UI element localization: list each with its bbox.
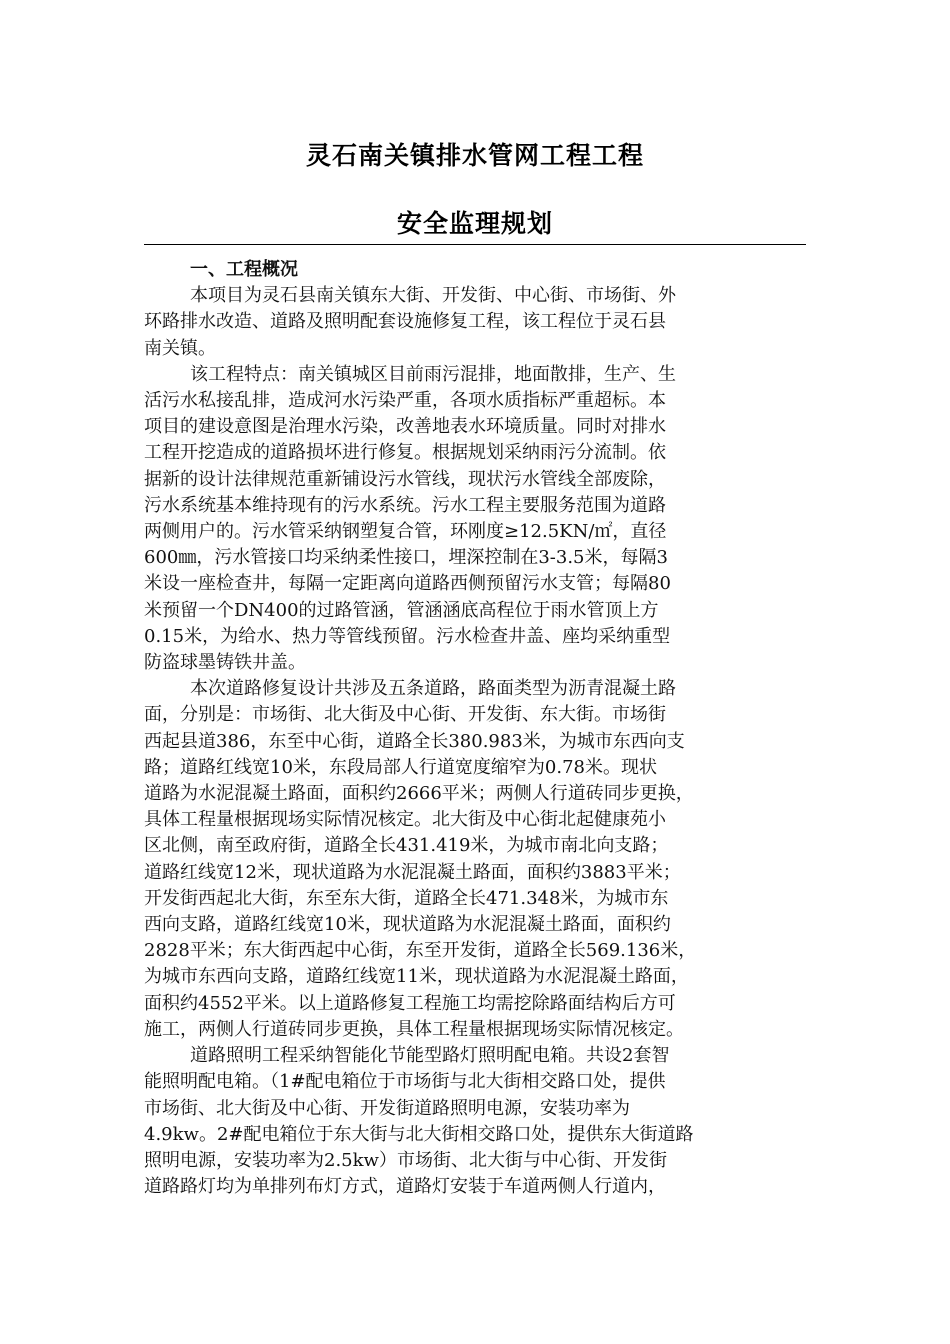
text-line: 米设一座检查井，每隔一定距离向道路西侧预留污水支管；每隔80 <box>144 573 671 595</box>
text-line: 污水系统基本维持现有的污水系统。污水工程主要服务范围为道路 <box>144 494 666 516</box>
text-line: 2828平米；东大街西起中心街，东至开发街，道路全长569.136米， <box>144 940 697 962</box>
text-line: 项目的建设意图是治理水污染，改善地表水环境质量。同时对排水 <box>144 416 666 438</box>
text-line: 活污水私接乱排，造成河水污染严重，各项水质指标严重超标。本 <box>144 390 666 412</box>
paragraph-road-repair <box>144 676 808 1043</box>
text-line: 具体工程量根据现场实际情况核定。北大街及中心街北起健康苑小 <box>144 809 666 831</box>
text-line: 道路路灯均为单排列布灯方式，道路灯安装于车道两侧人行道内， <box>144 1176 666 1198</box>
text-line: 环路排水改造、道路及照明配套设施修复工程，该工程位于灵石县 <box>144 311 666 333</box>
text-line: 防盗球墨铸铁井盖。 <box>144 652 306 674</box>
section-heading: 一、工程概况 <box>190 259 298 280</box>
text-line: 西向支路，道路红线宽10米，现状道路为水泥混凝土路面，面积约 <box>144 914 671 936</box>
text-line: 0.15米，为给水、热力等管线预留。污水检查井盖、座均采纳重型 <box>144 625 671 647</box>
text-line: 该工程特点：南关镇城区目前雨污混排，地面散排，生产、生 <box>190 363 676 385</box>
paragraph-project-features <box>144 362 808 676</box>
text-line: 开发街西起北大街，东至东大街，道路全长471.348米，为城市东 <box>144 887 669 909</box>
text-line: 照明电源，安装功率为2.5kw）市场街、北大街与中心街、开发街 <box>144 1149 667 1171</box>
paragraph-lighting <box>144 1043 808 1200</box>
text-line: 西起县道386，东至中心街，道路全长380.983米，为城市东西向支 <box>144 730 685 752</box>
text-line: 区北侧，南至政府街，道路全长431.419米，为城市南北向支路； <box>144 835 669 857</box>
document-body <box>144 257 808 1200</box>
document-title: 灵石南关镇排水管网工程工程 <box>305 141 644 170</box>
text-line: 面，分别是：市场街、北大街及中心街、开发街、东大街。市场街 <box>144 704 666 726</box>
text-line: 面积约4552平米。以上道路修复工程施工均需挖除路面结构后方可 <box>144 992 676 1014</box>
text-line: 两侧用户的。污水管采纳钢塑复合管，环刚度≥12.5KN/㎡，直径 <box>144 521 667 543</box>
text-line: 市场街、北大街及中心街、开发街道路照明电源，安装功率为 <box>144 1097 630 1119</box>
text-line: 道路照明工程采纳智能化节能型路灯照明配电箱。共设2套智 <box>190 1045 670 1067</box>
text-line: 施工，两侧人行道砖同步更换，具体工程量根据现场实际情况核定。 <box>144 1018 684 1040</box>
text-line: 600㎜，污水管接口均采纳柔性接口，埋深控制在3-3.5米，每隔3 <box>144 547 668 569</box>
text-line: 能照明配电箱。（1#配电箱位于市场街与北大街相交路口处，提供 <box>144 1071 666 1093</box>
text-line: 本项目为灵石县南关镇东大街、开发街、中心街、市场街、外 <box>190 285 676 307</box>
text-line: 4.9kw。2#配电箱位于东大街与北大街相交路口处，提供东大街道路 <box>144 1123 694 1145</box>
text-line: 道路红线宽12米，现状道路为水泥混凝土路面，面积约3883平米； <box>144 861 681 883</box>
text-line: 据新的设计法律规范重新铺设污水管线，现状污水管线全部废除， <box>144 468 666 490</box>
text-line: 米预留一个DN400的过路管涵，管涵涵底高程位于雨水管顶上方 <box>144 599 659 621</box>
document-subtitle: 安全监理规划 <box>396 209 553 238</box>
text-line: 本次道路修复设计共涉及五条道路，路面类型为沥青混凝土路 <box>190 678 676 700</box>
text-line: 为城市东西向支路，道路红线宽11米，现状道路为水泥混凝土路面， <box>144 966 689 988</box>
title-divider <box>144 244 806 245</box>
text-line: 工程开挖造成的道路损坏进行修复。根据规划采纳雨污分流制。依 <box>144 442 666 464</box>
paragraph-project-intro <box>144 283 808 362</box>
text-line: 道路为水泥混凝土路面，面积约2666平米；两侧人行道砖同步更换， <box>144 783 694 805</box>
text-line: 路；道路红线宽10米，东段局部人行道宽度缩窄为0.78米。现状 <box>144 756 657 778</box>
text-line: 南关镇。 <box>144 337 216 359</box>
